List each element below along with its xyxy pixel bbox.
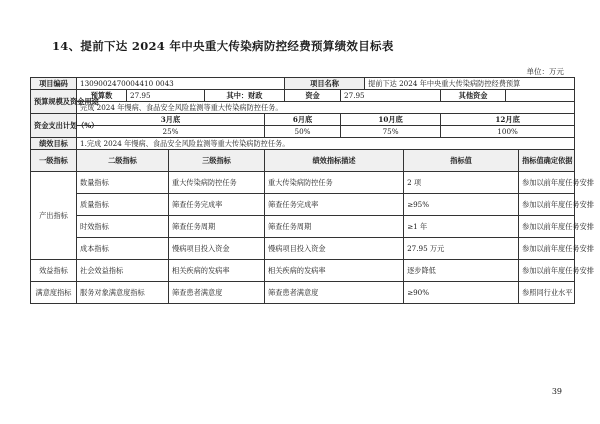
level1-benefit: 效益指标	[31, 260, 77, 282]
schedule-header: 12月底	[441, 114, 575, 126]
schedule-header: 6月底	[265, 114, 341, 126]
indicator-desc: 重大传染病防控任务	[265, 172, 404, 194]
indicator-desc: 相关疾病的发病率	[265, 260, 404, 282]
indicator-level3: 慢病项目投入资金	[169, 238, 265, 260]
project-name-label: 项目名称	[285, 78, 365, 90]
indicator-basis: 参加以前年度任务安排	[519, 172, 575, 194]
project-code-value: 1309002470004410 0043	[77, 78, 285, 90]
schedule-header-row	[31, 114, 575, 126]
goal-row	[31, 138, 575, 150]
schedule-value: 75%	[341, 126, 441, 138]
budget-row	[31, 90, 575, 102]
indicator-desc: 筛查任务周期	[265, 216, 404, 238]
indicator-basis: 参照同行业水平	[519, 282, 575, 304]
budget-fund-label: 资金	[285, 90, 341, 102]
indicator-value: 27.95 万元	[404, 238, 519, 260]
usage-row	[31, 102, 575, 114]
header-value: 指标值	[404, 150, 519, 172]
indicator-basis: 参加以前年度任务安排	[519, 216, 575, 238]
indicator-level3: 相关疾病的发病率	[169, 260, 265, 282]
level1-output: 产出指标	[31, 172, 77, 260]
project-name-value: 提前下达 2024 年中央重大传染病防控经费预算	[365, 78, 575, 90]
indicator-level2: 数量指标	[77, 172, 169, 194]
indicator-row	[31, 216, 575, 238]
header-level3: 三级指标	[169, 150, 265, 172]
indicator-value: 2 项	[404, 172, 519, 194]
budget-other-label: 其他资金	[441, 90, 506, 102]
indicator-desc: 慢病项目投入资金	[265, 238, 404, 260]
indicator-row	[31, 238, 575, 260]
indicator-level3: 重大传染病防控任务	[169, 172, 265, 194]
page-title: 14、提前下达 2024 年中央重大传染病防控经费预算绩效目标表	[52, 39, 394, 53]
indicator-value: ≥95%	[404, 194, 519, 216]
indicator-basis: 参加以前年度任务安排	[519, 260, 575, 282]
indicator-value: ≥90%	[404, 282, 519, 304]
project-code-label: 项目编码	[31, 78, 77, 90]
schedule-value: 100%	[441, 126, 575, 138]
indicator-value: ≥1 年	[404, 216, 519, 238]
budget-other-value	[506, 90, 575, 102]
schedule-header: 10月底	[341, 114, 441, 126]
budget-total-label: 预算数	[77, 90, 127, 102]
header-basis: 指标值确定依据	[519, 150, 575, 172]
budget-total-value: 27.95	[127, 90, 205, 102]
schedule-row-label: 资金支出计划（%）	[31, 114, 77, 138]
indicator-row	[31, 172, 575, 194]
indicator-row	[31, 260, 575, 282]
indicator-level2: 成本指标	[77, 238, 169, 260]
indicator-header-row	[31, 150, 575, 172]
page-number: 39	[551, 387, 562, 396]
performance-table	[30, 77, 594, 304]
goal-label: 绩效目标	[31, 138, 77, 150]
indicator-basis: 参加以前年度任务安排	[519, 194, 575, 216]
schedule-header: 3月底	[77, 114, 265, 126]
budget-usage-text: 完成 2024 年慢病、食品安全风险监测等重大传染病防控任务。	[77, 102, 575, 114]
budget-row-label: 预算规模及资金用途	[31, 90, 77, 114]
indicator-desc: 筛查患者满意度	[265, 282, 404, 304]
indicator-level2: 服务对象满意度指标	[77, 282, 169, 304]
project-row	[31, 78, 575, 90]
indicator-row	[31, 282, 575, 304]
budget-fiscal-label: 其中：财政	[205, 90, 285, 102]
indicator-level2: 质量指标	[77, 194, 169, 216]
indicator-row	[31, 194, 575, 216]
header-level2: 二级指标	[77, 150, 169, 172]
indicator-level3: 筛查任务完成率	[169, 194, 265, 216]
indicator-level3: 筛查患者满意度	[169, 282, 265, 304]
indicator-desc: 筛查任务完成率	[265, 194, 404, 216]
schedule-value: 25%	[77, 126, 265, 138]
indicator-level2: 时效指标	[77, 216, 169, 238]
indicator-value: 逐步降低	[404, 260, 519, 282]
schedule-values-row	[31, 126, 575, 138]
level1-satisfaction: 满意度指标	[31, 282, 77, 304]
budget-fund-value: 27.95	[341, 90, 441, 102]
unit-label: 单位：万元	[526, 67, 564, 76]
goal-text: 1.完成 2024 年慢病、食品安全风险监测等重大传染病防控任务。	[77, 138, 575, 150]
schedule-value: 50%	[265, 126, 341, 138]
indicator-basis: 参加以前年度任务安排	[519, 238, 575, 260]
indicator-level2: 社会效益指标	[77, 260, 169, 282]
indicator-level3: 筛查任务周期	[169, 216, 265, 238]
header-level1: 一级指标	[31, 150, 77, 172]
header-desc: 绩效指标描述	[265, 150, 404, 172]
